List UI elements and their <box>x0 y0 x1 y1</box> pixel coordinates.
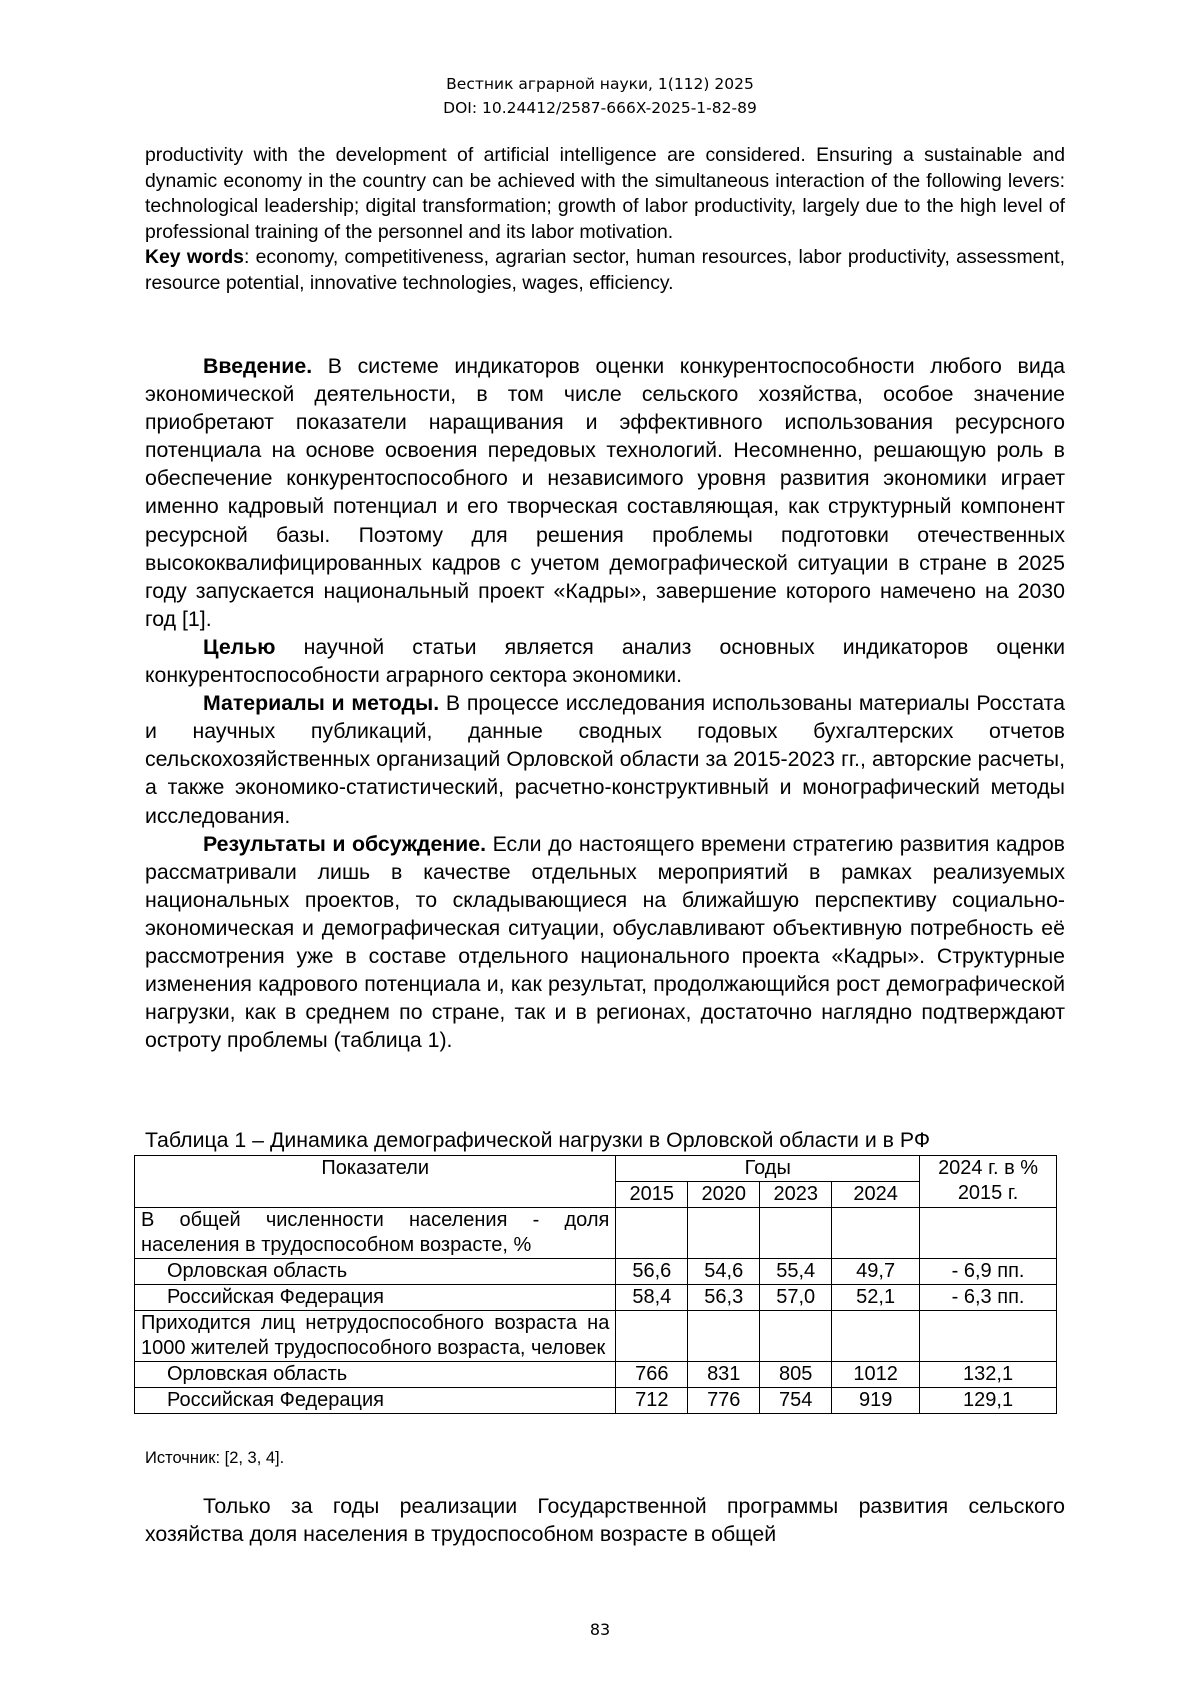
table-cell: 55,4 <box>760 1259 832 1285</box>
table-group-row <box>135 1208 1057 1259</box>
year-header: 2023 <box>760 1182 832 1208</box>
table-caption: Таблица 1 – Динамика демографической нагрузки в Орловской области и в РФ <box>145 1128 931 1152</box>
col-indicator-header: Показатели <box>135 1156 616 1208</box>
group-label: В общей численности населения - доля населения в трудоспособном возрасте, % <box>135 1208 616 1259</box>
row-label: Орловская область <box>135 1259 616 1285</box>
table-cell: 766 <box>616 1362 688 1388</box>
methods-paragraph <box>145 689 1065 829</box>
methods-heading: Материалы и методы. <box>203 691 440 716</box>
journal-header <box>0 72 1200 120</box>
results-text: Если до настоящего времени стратегию развития кадров рассматривали лишь в качестве отдельных мероприятий в рамках реализуемых национальных проектов, то складывающиеся на ближайшую перспективу социально-экономическая и демографическая ситуации, обуславливают объективную потребность её рассмотрения уже в составе отдельного национального проекта «Кадры». Структурные изменения кадрового потенциала и, как результат, продолжающийся рост демографической нагрузки, как в среднем по стране, так и в регионах, достаточно наглядно подтверждают остроту проблемы (таблица 1). <box>145 831 1065 1053</box>
table-cell: 56,6 <box>616 1259 688 1285</box>
goal-paragraph <box>145 633 1065 689</box>
intro-text: В системе индикаторов оценки конкурентоспособности любого вида экономической деятельности, в том числе сельского хозяйства, особое значение приобретают показатели наращивания и эффективного использования ресурсного потенциала на основе освоения передовых технологий. Несомненно, решающую роль в обеспечение конкурентоспособного и независимого уровня развития экономики играет именно кадровый потенциал и его творческая составляющая, как структурный компонент ресурсной базы. Поэтому для решения проблемы подготовки отечественных высококвалифицированных кадров с учетом демографической ситуации в стране в 2025 году запускается национальный проект «Кадры», завершение которого намечено на 2030 год [1]. <box>145 354 1065 631</box>
closing-paragraph: Только за годы реализации Государственной программы развития сельского хозяйства доля населения в трудоспособном возрасте в общей <box>145 1494 1065 1547</box>
table-row <box>135 1362 1057 1388</box>
table-cell: 776 <box>688 1388 760 1414</box>
table-row <box>135 1259 1057 1285</box>
keywords-label: Key words <box>145 246 244 269</box>
results-paragraph <box>145 830 1065 1055</box>
table-header-row <box>135 1156 1057 1182</box>
doi: DOI: 10.24412/2587-666X-2025-1-82-89 <box>443 99 757 117</box>
table-cell: - 6,3 пп. <box>920 1285 1057 1311</box>
row-label: Орловская область <box>135 1362 616 1388</box>
year-header: 2015 <box>616 1182 688 1208</box>
intro-paragraph <box>145 352 1065 633</box>
table-cell: 805 <box>760 1362 832 1388</box>
group-label: Приходится лиц нетрудоспособного возраста на 1000 жителей трудоспособного возраста, человек <box>135 1311 616 1362</box>
intro-heading: Введение. <box>203 354 313 378</box>
table-cell: 52,1 <box>832 1285 920 1311</box>
table-cell: 49,7 <box>832 1259 920 1285</box>
goal-heading: Целью <box>203 634 276 659</box>
table-cell: 1012 <box>832 1362 920 1388</box>
table-cell: 754 <box>760 1388 832 1414</box>
page-number: 83 <box>589 1620 611 1639</box>
col-change-header: 2024 г. в % 2015 г. <box>920 1156 1057 1208</box>
abstract <box>145 143 1065 297</box>
table-cell: 54,6 <box>688 1259 760 1285</box>
keywords-text: : economy, competitiveness, agrarian sector, human resources, labor productivity, assessment, resource potential, innovative technologies, wages, efficiency. <box>145 246 1066 294</box>
col-years-header: Годы <box>616 1156 920 1182</box>
table-source: Источник: [2, 3, 4]. <box>145 1449 285 1467</box>
year-header: 2020 <box>688 1182 760 1208</box>
table-cell: 831 <box>688 1362 760 1388</box>
keywords-paragraph <box>145 245 1065 296</box>
table-cell: 712 <box>616 1388 688 1414</box>
table-cell: 129,1 <box>920 1388 1057 1414</box>
table-cell: 58,4 <box>616 1285 688 1311</box>
methods-text: В процессе исследования использованы материалы Росстата и научных публикаций, данные сводных годовых бухгалтерских отчетов сельскохозяйственных организаций Орловской области за 2015-2023 гг., авторские расчеты, а также экономико-статистический, расчетно-конструктивный и монографический методы исследования. <box>145 691 1066 828</box>
closing-text <box>145 1492 1065 1548</box>
demographic-table <box>134 1155 1057 1414</box>
table-group-row <box>135 1311 1057 1362</box>
results-heading: Результаты и обсуждение. <box>203 831 487 856</box>
row-label: Российская Федерация <box>135 1285 616 1311</box>
row-label: Российская Федерация <box>135 1388 616 1414</box>
table-cell: - 6,9 пп. <box>920 1259 1057 1285</box>
journal-title: Вестник аграрной науки, 1(112) 2025 <box>446 75 754 93</box>
table-cell: 132,1 <box>920 1362 1057 1388</box>
table-cell: 56,3 <box>688 1285 760 1311</box>
table-cell: 919 <box>832 1388 920 1414</box>
table-row <box>135 1388 1057 1414</box>
abstract-text: productivity with the development of artificial intelligence are considered. Ensuring a sustainable and dynamic economy in the country can be achieved with the simultaneous interaction of the following levers: technological leadership; digital transformation; growth of labor productivity, largely due to the high level of professional training of the personnel and its labor motivation. <box>145 144 1065 243</box>
goal-text: научной статьи является анализ основных индикаторов оценки конкурентоспособности аграрного сектора экономики. <box>145 634 1065 688</box>
table-cell: 57,0 <box>760 1285 832 1311</box>
year-header: 2024 <box>832 1182 920 1208</box>
table-row <box>135 1285 1057 1311</box>
article-body <box>145 352 1065 1054</box>
